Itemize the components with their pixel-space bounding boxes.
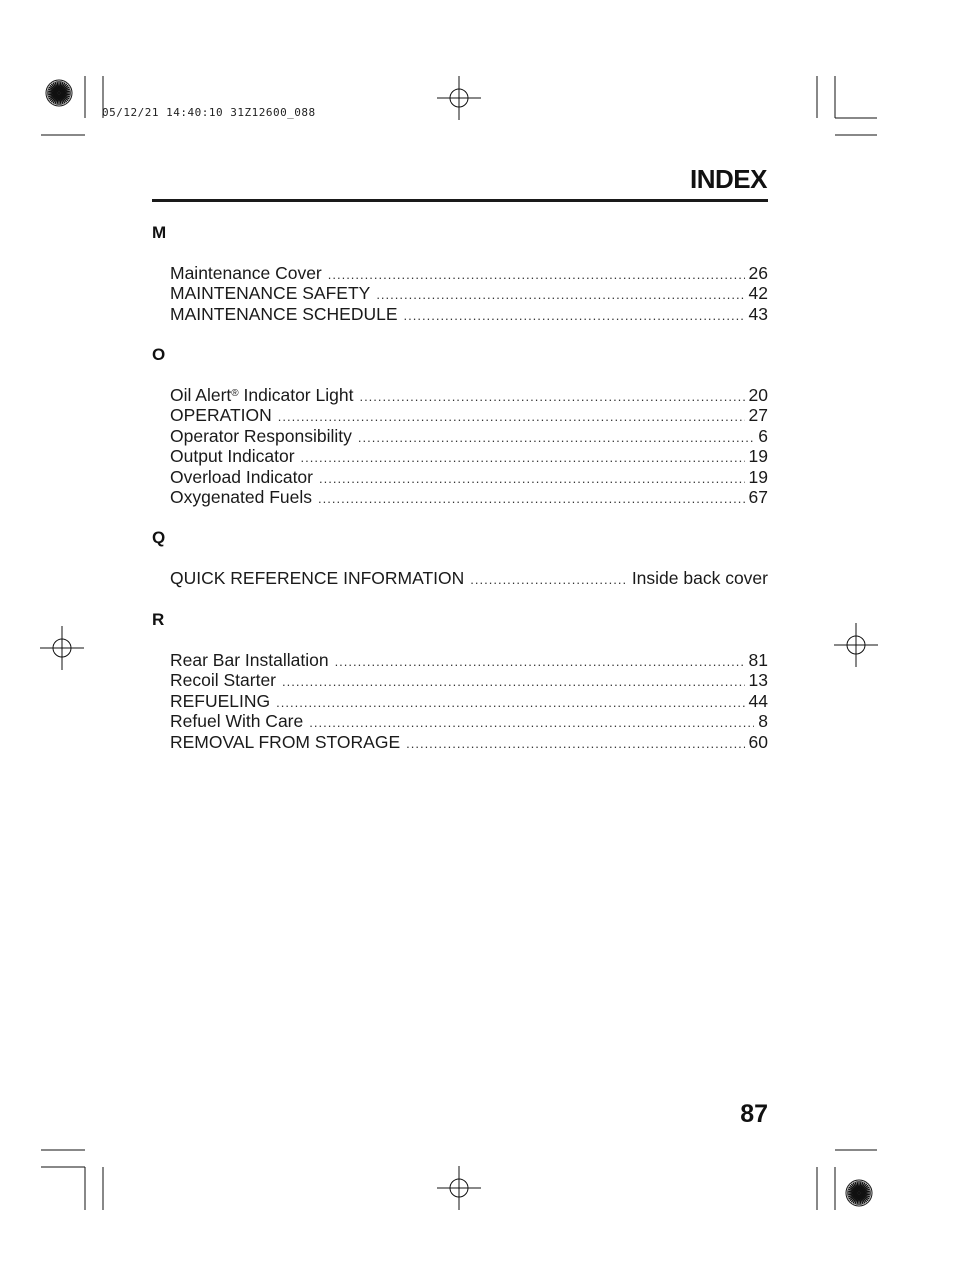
entry-label: MAINTENANCE SCHEDULE xyxy=(170,303,398,324)
registered-mark: ® xyxy=(231,388,239,399)
entry-page: 6 xyxy=(758,425,768,446)
dot-leader xyxy=(359,387,744,407)
entry-page: Inside back cover xyxy=(631,568,768,588)
dot-leader xyxy=(404,306,745,326)
dot-leader xyxy=(470,570,628,590)
header-rule xyxy=(152,199,768,202)
dot-leader xyxy=(319,469,745,489)
entry-label: REMOVAL FROM STORAGE xyxy=(170,731,401,752)
index-entry[interactable] xyxy=(170,283,768,303)
index-entry[interactable] xyxy=(170,691,768,711)
dot-leader xyxy=(309,713,754,733)
entry-page: 67 xyxy=(748,486,768,507)
index-entry[interactable] xyxy=(170,670,768,690)
dot-leader xyxy=(276,693,744,713)
index-entry[interactable] xyxy=(170,385,768,405)
dot-leader xyxy=(318,489,745,509)
entry-page: 43 xyxy=(748,303,768,324)
index-entry[interactable] xyxy=(170,405,768,425)
index-section-r xyxy=(152,610,768,752)
section-letter: M xyxy=(152,223,167,242)
section-letter: O xyxy=(152,345,166,364)
entry-label: Operator Responsibility xyxy=(170,425,352,446)
entry-page: 81 xyxy=(748,650,768,670)
entry-page: 8 xyxy=(758,711,768,732)
crosshair-left xyxy=(40,626,84,670)
dot-leader xyxy=(282,672,745,692)
registration-mark-bottom-right xyxy=(846,1180,872,1206)
entry-label: QUICK REFERENCE INFORMATION xyxy=(170,568,465,588)
index-section-m xyxy=(152,223,768,324)
dot-leader xyxy=(335,652,745,672)
dot-leader xyxy=(278,407,745,427)
entry-label-suffix: Indicator Light xyxy=(238,385,354,405)
entry-label: Oxygenated Fuels xyxy=(170,486,313,507)
print-timestamp: 05/12/21 14:40:10 31Z12600_088 xyxy=(102,106,316,119)
entry-label-text: Oil Alert xyxy=(170,385,232,405)
index-entry[interactable] xyxy=(170,487,768,507)
section-letter: R xyxy=(152,610,165,629)
dot-leader xyxy=(358,428,754,448)
entry-page: 44 xyxy=(748,690,768,711)
dot-leader xyxy=(301,448,745,468)
index-entry[interactable] xyxy=(170,446,768,466)
entry-list xyxy=(152,650,768,752)
entry-list xyxy=(152,568,768,588)
entry-label: REFUELING xyxy=(170,690,271,711)
index-entry[interactable] xyxy=(170,263,768,283)
crosshair-top xyxy=(437,76,481,120)
entry-page: 19 xyxy=(748,446,768,467)
entry-page: 27 xyxy=(748,405,768,426)
entry-label: Refuel With Care xyxy=(170,711,304,732)
page-title: INDEX xyxy=(690,164,767,194)
entry-page: 26 xyxy=(748,263,768,283)
entry-label: MAINTENANCE SAFETY xyxy=(170,283,371,304)
crosshair-bottom xyxy=(437,1166,481,1210)
entry-label xyxy=(170,385,359,405)
crosshair-right xyxy=(834,623,878,667)
index-entry[interactable] xyxy=(170,304,768,324)
entry-label: OPERATION xyxy=(170,405,272,426)
index-entry[interactable] xyxy=(170,568,768,588)
entry-page: 13 xyxy=(748,670,768,691)
index-entry[interactable] xyxy=(170,467,768,487)
page-number: 87 xyxy=(740,1100,768,1128)
entry-list xyxy=(152,263,768,324)
section-letter: Q xyxy=(152,528,166,547)
index-section-q xyxy=(152,528,768,588)
index-entry[interactable] xyxy=(170,711,768,731)
entry-page: 19 xyxy=(748,466,768,487)
index-entry[interactable] xyxy=(170,426,768,446)
entry-page: 42 xyxy=(748,283,768,304)
entry-label: Overload Indicator xyxy=(170,466,313,487)
entry-label: Maintenance Cover xyxy=(170,263,322,283)
dot-leader xyxy=(328,265,745,285)
index-entry[interactable] xyxy=(170,732,768,752)
entry-list xyxy=(152,385,768,507)
dot-leader xyxy=(376,285,744,305)
entry-page: 20 xyxy=(748,385,768,405)
entry-page: 60 xyxy=(748,731,768,752)
index-entry[interactable] xyxy=(170,650,768,670)
registration-mark-top-left xyxy=(46,80,72,106)
entry-label: Output Indicator xyxy=(170,446,295,467)
entry-label: Rear Bar Installation xyxy=(170,650,329,670)
entry-label: Recoil Starter xyxy=(170,670,277,691)
index-section-o xyxy=(152,345,768,507)
dot-leader xyxy=(406,734,744,754)
